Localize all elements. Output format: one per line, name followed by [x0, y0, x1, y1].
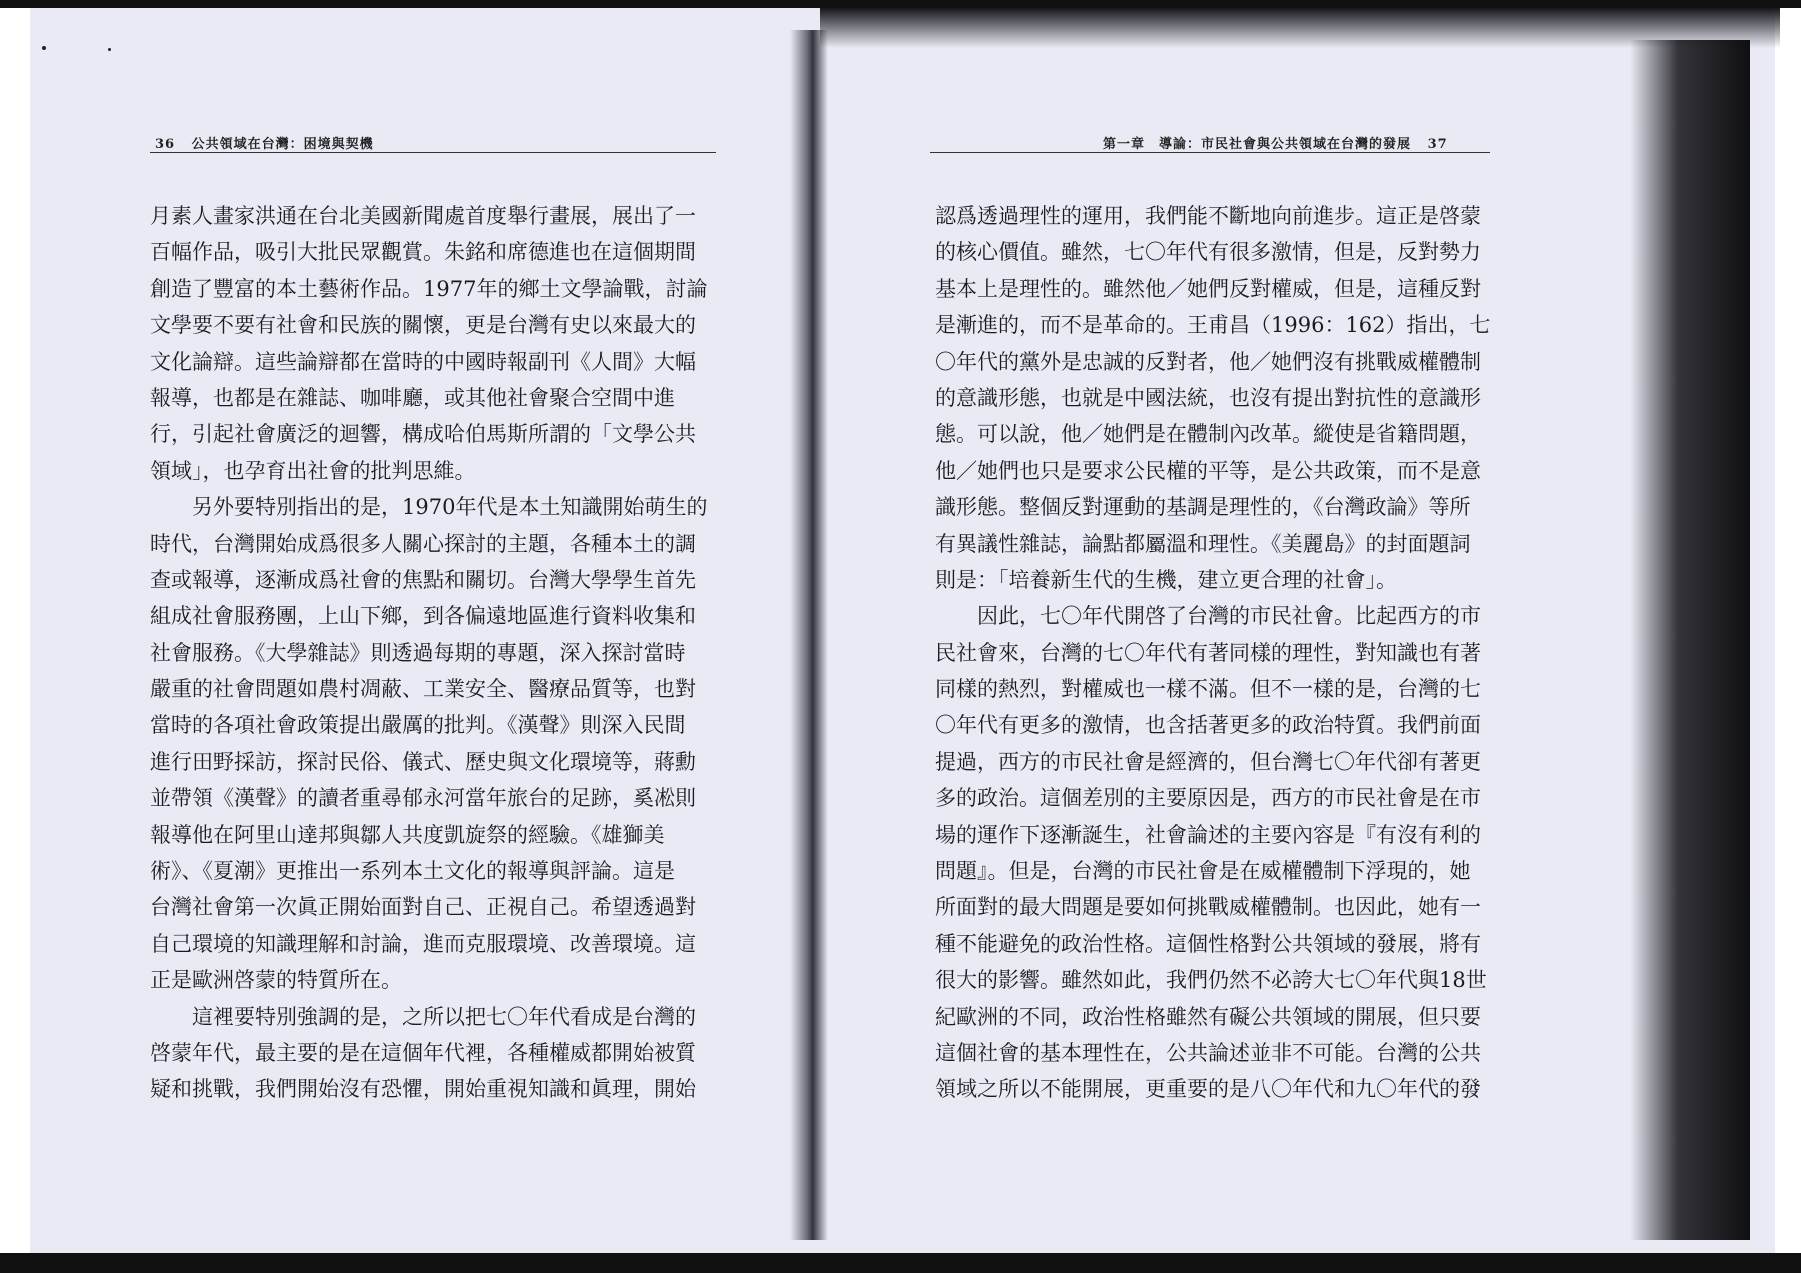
text-line: 多的政治。這個差別的主要原因是，西方的市民社會是在市 [935, 786, 1481, 811]
text-line: 紀歐洲的不同，政治性格雖然有礙公共領域的開展，但只要 [935, 1004, 1481, 1029]
text-line: 啓蒙年代，最主要的是在這個年代裡，各種權威都開始被質 [150, 1040, 696, 1065]
left-page-number: 36 [155, 137, 176, 152]
text-line: 問題』。但是，台灣的市民社會是在威權體制下浮現的，她 [935, 859, 1471, 884]
text-line: 識形態。整個反對運動的基調是理性的，《台灣政論》等所 [935, 495, 1471, 520]
right-page-body [935, 198, 1505, 1108]
text-line: 疑和挑戰，我們開始沒有恐懼，開始重視知識和眞理，開始 [150, 1077, 696, 1102]
text-line: 查或報導，逐漸成爲社會的焦點和關切。台灣大學學生首先 [150, 567, 696, 592]
text-line: 台灣社會第一次眞正開始面對自己、正視自己。希望透過對 [150, 895, 696, 920]
text-line: 〇年代有更多的激情，也含括著更多的政治特質。我們前面 [935, 713, 1481, 738]
text-line: 正是歐洲啓蒙的特質所在。 [150, 968, 402, 993]
scan-speck [42, 46, 46, 50]
text-line: 有異議性雜誌，論點都屬溫和理性。《美麗島》的封面題詞 [935, 531, 1471, 556]
left-running-title: 公共領域在台灣：困境與契機 [191, 137, 374, 152]
text-line: 領域之所以不能開展，更重要的是八〇年代和九〇年代的發 [935, 1077, 1481, 1102]
left-page-header [155, 133, 374, 152]
right-running-title: 第一章 導論：市民社會與公共領域在台灣的發展 [1103, 137, 1412, 152]
right-header-rule [930, 152, 1490, 153]
book-gutter [790, 30, 828, 1240]
text-line: 則是：「培養新生代的生機，建立更合理的社會」。 [935, 567, 1397, 592]
text-line: 提過，西方的市民社會是經濟的，但台灣七〇年代卻有著更 [935, 749, 1481, 774]
text-line: 所面對的最大問題是要如何挑戰威權體制。也因此，她有一 [935, 895, 1481, 920]
text-line: 他／她們也只是要求公民權的平等，是公共政策，而不是意 [935, 458, 1481, 483]
text-line: 時代，台灣開始成爲很多人關心探討的主題，各種本土的調 [150, 531, 696, 556]
text-line: 進行田野採訪，探討民俗、儀式、歷史與文化環境等，蔣勳 [150, 749, 696, 774]
text-line: 創造了豐富的本土藝術作品。1977年的鄉土文學論戰，討論 [150, 276, 708, 301]
text-line: 是漸進的，而不是革命的。王甫昌（1996：162）指出，七 [935, 313, 1491, 338]
text-line: 種不能避免的政治性格。這個性格對公共領域的發展，將有 [935, 931, 1481, 956]
text-line: 當時的各項社會政策提出嚴厲的批判。《漢聲》則深入民間 [150, 713, 686, 738]
text-line: 認爲透過理性的運用，我們能不斷地向前進步。這正是啓蒙 [935, 204, 1481, 228]
text-line: 組成社會服務團，上山下鄉，到各偏遠地區進行資料收集和 [150, 604, 696, 629]
text-line: 基本上是理性的。雖然他／她們反對權威，但是，這種反對 [935, 276, 1481, 301]
text-line: 領域」，也孕育出社會的批判思維。 [150, 458, 476, 483]
paragraph [935, 598, 1505, 1107]
text-line: 民社會來，台灣的七〇年代有著同樣的理性，對知識也有著 [935, 640, 1481, 665]
text-line: 〇年代的黨外是忠誠的反對者，他／她們沒有挑戰威權體制 [935, 349, 1481, 374]
text-line: 嚴重的社會問題如農村凋蔽、工業安全、醫療品質等，也對 [150, 677, 696, 702]
text-line: 自己環境的知識理解和討論，進而克服環境、改善環境。這 [150, 931, 696, 956]
text-line: 的意識形態，也就是中國法統，也沒有提出對抗性的意識形 [935, 385, 1481, 410]
paragraph [935, 198, 1505, 598]
scan-border-top [0, 0, 1801, 8]
text-line: 很大的影響。雖然如此，我們仍然不必誇大七〇年代與18世 [935, 968, 1487, 993]
paragraph [150, 198, 720, 489]
text-line: 文化論辯。這些論辯都在當時的中國時報副刊《人間》大幅 [150, 349, 696, 374]
text-line: 並帶領《漢聲》的讀者重尋郁永河當年旅台的足跡，奚凇則 [150, 786, 696, 811]
paragraph [150, 999, 720, 1108]
text-line: 的核心價值。雖然，七〇年代有很多激情，但是，反對勢力 [935, 240, 1481, 265]
text-line: 月素人畫家洪通在台北美國新聞處首度舉行畫展，展出了一 [150, 204, 696, 228]
text-line: 文學要不要有社會和民族的關懷，更是台灣有史以來最大的 [150, 313, 696, 338]
text-line: 術》、《夏潮》更推出一系列本土文化的報導與評論。這是 [150, 859, 675, 884]
text-line: 因此，七〇年代開啓了台灣的市民社會。比起西方的市 [977, 604, 1481, 629]
right-page-number: 37 [1427, 137, 1448, 152]
text-line: 同樣的熱烈，對權威也一樣不滿。但不一樣的是，台灣的七 [935, 677, 1481, 702]
text-line: 這裡要特別強調的是，之所以把七〇年代看成是台灣的 [192, 1004, 696, 1029]
text-line: 場的運作下逐漸誕生，社會論述的主要內容是『有沒有利的 [935, 822, 1481, 847]
scan-border-bottom [0, 1253, 1801, 1273]
text-line: 態。可以說，他／她們是在體制內改革。縱使是省籍問題， [935, 422, 1481, 447]
right-page-header [1103, 133, 1448, 152]
left-page-body [150, 198, 720, 1108]
text-line: 另外要特別指出的是，1970年代是本土知識開始萌生的 [192, 495, 708, 520]
paragraph [150, 489, 720, 998]
text-line: 社會服務。《大學雜誌》則透過每期的專題，深入探討當時 [150, 640, 686, 665]
text-line: 報導，也都是在雜誌、咖啡廳，或其他社會聚合空間中進 [150, 385, 675, 410]
text-line: 行，引起社會廣泛的迴響，構成哈伯馬斯所謂的「文學公共 [150, 422, 696, 447]
scan-right-edge-shadow [1630, 40, 1750, 1240]
text-line: 這個社會的基本理性在，公共論述並非不可能。台灣的公共 [935, 1040, 1481, 1065]
scan-speck [108, 48, 111, 51]
left-header-rule [150, 152, 716, 153]
text-line: 報導他在阿里山達邦與鄒人共度凱旋祭的經驗。《雄獅美 [150, 822, 665, 847]
text-line: 百幅作品，吸引大批民眾觀賞。朱銘和席德進也在這個期間 [150, 240, 696, 265]
